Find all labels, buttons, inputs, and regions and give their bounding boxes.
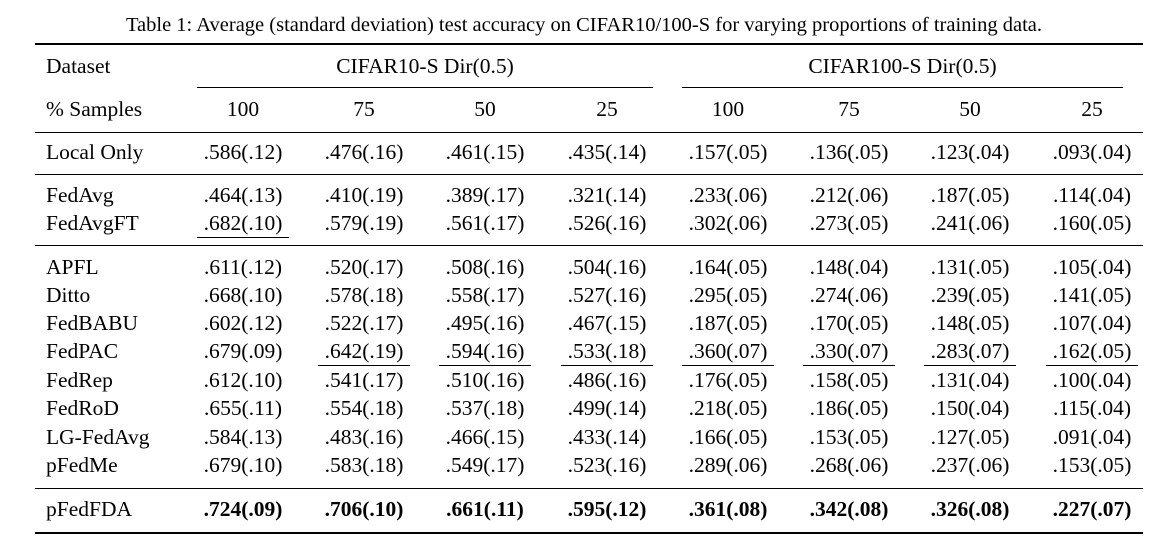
table-cell: .283(.07) [930,339,1010,363]
row-method-label: FedRep [46,368,113,392]
table-cell: .594(.16) [445,339,525,363]
table-cell: .237(.06) [930,453,1010,477]
header-proportion: 100 [711,97,745,121]
header-proportion: 75 [838,97,860,121]
table-cell: .466(.15) [445,425,525,449]
header-proportion: 50 [959,97,981,121]
table-cell: .661(.11) [446,497,524,521]
table-cell: .499(.14) [567,396,647,420]
row-method-label: Local Only [46,140,144,164]
table-cell: .602(.12) [203,311,283,335]
row-method-label: Ditto [46,283,91,307]
table-cell: .227(.07) [1052,497,1132,521]
table-cell: .495(.16) [445,311,525,335]
cell-underline [561,365,653,366]
table-cell: .141(.05) [1052,283,1132,307]
row-method-label: FedRoD [46,396,119,420]
cell-underline [1046,365,1138,366]
header-proportion: 25 [596,97,618,121]
table-cell: .520(.17) [324,255,404,279]
row-method-label: FedAvgFT [46,211,139,235]
table-cell: .527(.16) [567,283,647,307]
table-cell: .187(.05) [930,183,1010,207]
table-cell: .504(.16) [567,255,647,279]
table-cell: .131(.05) [930,255,1010,279]
table-cell: .187(.05) [688,311,768,335]
table-cell: .586(.12) [203,140,283,164]
table-cell: .595(.12) [567,497,647,521]
table-cell: .486(.16) [567,368,647,392]
table-caption: Table 1: Average (standard deviation) test accuracy on CIFAR10/100-S for varying proportions of training data. [125,14,1043,36]
table-cell: .321(.14) [567,183,647,207]
table-cell: .148(.04) [809,255,889,279]
table-cell: .212(.06) [809,183,889,207]
table-cell: .611(.12) [203,255,283,279]
table-cell: .361(.08) [688,497,768,521]
group-rule-right [682,87,1123,88]
table-cell: .584(.13) [203,425,283,449]
table-cell: .123(.04) [930,140,1010,164]
table-cell: .127(.05) [930,425,1010,449]
header-proportion: 25 [1081,97,1103,121]
table-cell: .170(.05) [809,311,889,335]
table-cell: .158(.05) [809,368,889,392]
table-cell: .115(.04) [1052,396,1132,420]
row-method-label: LG-FedAvg [46,425,150,449]
top-rule [35,43,1143,45]
table-cell: .326(.08) [930,497,1010,521]
section-rule-1 [35,174,1143,175]
table-cell: .162(.05) [1052,339,1132,363]
section-rule-3 [35,488,1143,489]
table-cell: .389(.17) [445,183,525,207]
row-method-label: FedAvg [46,183,114,207]
table-cell: .153(.05) [1052,453,1132,477]
cell-underline [197,237,289,238]
table-cell: .342(.08) [809,497,889,521]
table-cell: .150(.04) [930,396,1010,420]
table-cell: .093(.04) [1052,140,1132,164]
header-samples-label: % Samples [46,97,143,121]
table-cell: .724(.09) [203,497,283,521]
table-cell: .706(.10) [324,497,404,521]
table-cell: .464(.13) [203,183,283,207]
table-cell: .302(.06) [688,211,768,235]
table-cell: .461(.15) [445,140,525,164]
table-cell: .186(.05) [809,396,889,420]
cell-underline [803,365,895,366]
row-method-label: FedPAC [46,339,119,363]
table-cell: .268(.06) [809,453,889,477]
header-group-cifar10: CIFAR10-S Dir(0.5) [336,54,514,78]
table-cell: .612(.10) [203,368,283,392]
cell-underline [682,365,774,366]
table-cell: .561(.17) [445,211,525,235]
header-group-cifar100: CIFAR100-S Dir(0.5) [808,54,997,78]
table-cell: .476(.16) [324,140,404,164]
table-cell: .105(.04) [1052,255,1132,279]
table-cell: .274(.06) [809,283,889,307]
header-dataset-label: Dataset [46,54,111,78]
table-cell: .157(.05) [688,140,768,164]
table-cell: .558(.17) [445,283,525,307]
table-cell: .164(.05) [688,255,768,279]
table-cell: .533(.18) [567,339,647,363]
table-cell: .114(.04) [1052,183,1132,207]
table-cell: .523(.16) [567,453,647,477]
table-cell: .541(.17) [324,368,404,392]
table-cell: .467(.15) [567,311,647,335]
table-cell: .679(.09) [203,339,283,363]
row-method-label: FedBABU [46,311,138,335]
table-cell: .148(.05) [930,311,1010,335]
table-cell: .537(.18) [445,396,525,420]
row-method-label: pFedFDA [46,497,133,521]
table-cell: .578(.18) [324,283,404,307]
table-cell: .435(.14) [567,140,647,164]
table-cell: .153(.05) [809,425,889,449]
table-cell: .136(.05) [809,140,889,164]
table-cell: .579(.19) [324,211,404,235]
table-cell: .100(.04) [1052,368,1132,392]
table-cell: .655(.11) [203,396,283,420]
table-cell: .218(.05) [688,396,768,420]
table-cell: .239(.05) [930,283,1010,307]
table-cell: .295(.05) [688,283,768,307]
table-cell: .583(.18) [324,453,404,477]
table-cell: .549(.17) [445,453,525,477]
table-cell: .522(.17) [324,311,404,335]
table-cell: .510(.16) [445,368,525,392]
table-cell: .360(.07) [688,339,768,363]
table-cell: .273(.05) [809,211,889,235]
cell-underline [318,365,410,366]
table-cell: .091(.04) [1052,425,1132,449]
table-cell: .166(.05) [688,425,768,449]
header-proportion: 100 [226,97,260,121]
table-cell: .330(.07) [809,339,889,363]
cell-underline [924,365,1016,366]
table-cell: .241(.06) [930,211,1010,235]
table-cell: .526(.16) [567,211,647,235]
header-rule [35,132,1143,133]
section-rule-2 [35,245,1143,246]
table-cell: .160(.05) [1052,211,1132,235]
table-cell: .176(.05) [688,368,768,392]
header-proportion: 50 [474,97,496,121]
table-cell: .642(.19) [324,339,404,363]
table-cell: .131(.04) [930,368,1010,392]
row-method-label: pFedMe [46,453,118,477]
cell-underline [439,365,531,366]
table-cell: .289(.06) [688,453,768,477]
group-rule-left [197,87,653,88]
table-cell: .508(.16) [445,255,525,279]
header-proportion: 75 [353,97,375,121]
table-cell: .679(.10) [203,453,283,477]
table-cell: .433(.14) [567,425,647,449]
table-cell: .668(.10) [203,283,283,307]
table-cell: .107(.04) [1052,311,1132,335]
bottom-rule [35,532,1143,534]
table-cell: .410(.19) [324,183,404,207]
table-cell: .233(.06) [688,183,768,207]
table-cell: .682(.10) [203,211,283,235]
table-cell: .554(.18) [324,396,404,420]
row-method-label: APFL [46,255,99,279]
table-cell: .483(.16) [324,425,404,449]
